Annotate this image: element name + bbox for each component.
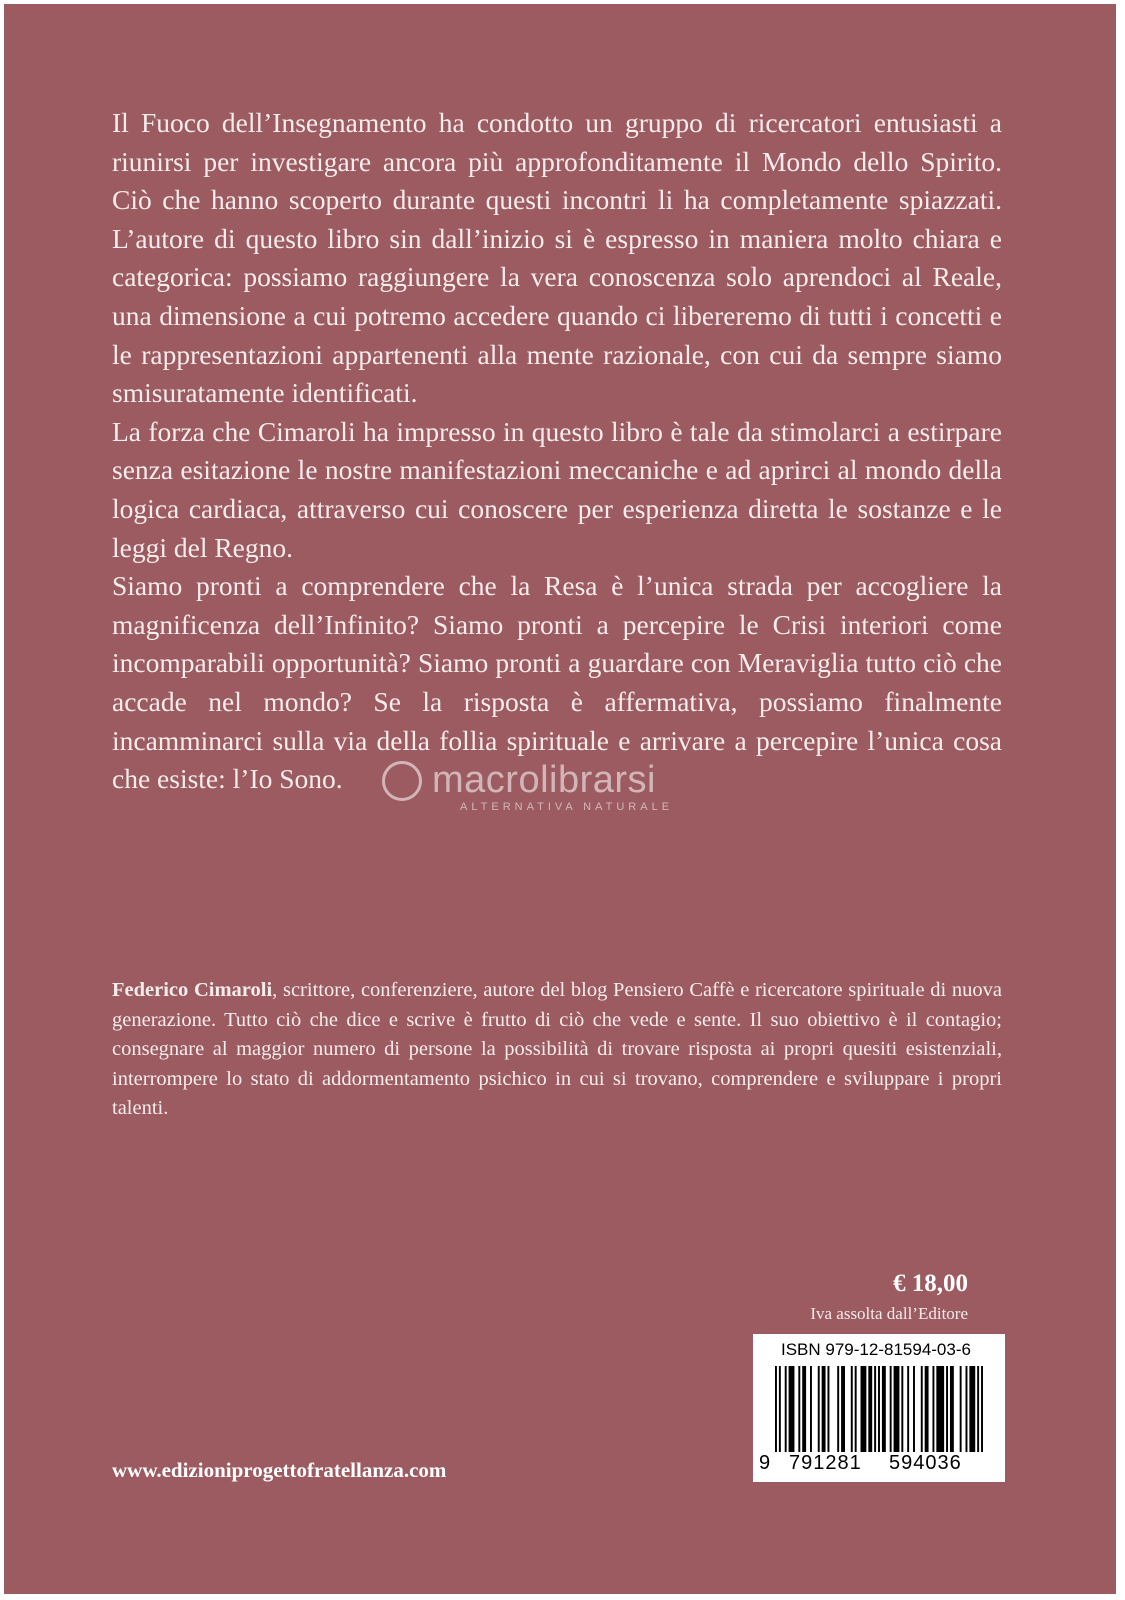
- barcode-bar: [966, 1366, 968, 1452]
- barcode-bar: [874, 1366, 876, 1452]
- barcode-bar: [837, 1366, 839, 1452]
- barcode-bars: [775, 1366, 983, 1452]
- vat-note: Iva assolta dall’Editore: [810, 1304, 968, 1323]
- barcode-bar: [798, 1366, 800, 1452]
- barcode-bar: [855, 1366, 857, 1452]
- barcode-bar: [779, 1366, 781, 1452]
- barcode-bar: [882, 1366, 886, 1452]
- barcode-bar: [894, 1366, 900, 1452]
- barcode-bar: [810, 1366, 812, 1452]
- barcode-bar: [827, 1366, 829, 1452]
- barcode-bar: [960, 1366, 962, 1452]
- barcode-bar: [946, 1366, 948, 1452]
- watermark-logo: [382, 759, 782, 819]
- barcode-first-digit: 9: [759, 1452, 771, 1474]
- watermark-word: macrolibrarsi: [432, 759, 656, 801]
- barcode-bar: [925, 1366, 929, 1452]
- author-bio-text: , scrittore, conferenziere, autore del blog Pensiero Caffè e ricercatore spirituale di nuova generazione. Tutto ciò che dice e scrive è frutto di ciò che vede e sente. Il suo obiettivo è il contagio; consegnare al maggior numero di persone la possibilità di trovare risposta ai propri quesiti esistenziali, interrompere lo stato di addormentamento psichico in cui si trovano, comprendere e sviluppare i propri talenti.: [112, 979, 1002, 1120]
- barcode-bar: [901, 1366, 903, 1452]
- barcode-bar: [851, 1366, 853, 1452]
- barcode-right-digits: 594036: [889, 1452, 962, 1474]
- price: € 18,00: [893, 1270, 968, 1297]
- barcode-bar: [841, 1366, 845, 1452]
- barcode-bar: [785, 1366, 787, 1452]
- barcode-left-digits: 791281: [789, 1452, 862, 1474]
- barcode-bar: [977, 1366, 979, 1452]
- blurb-paragraph-2: La forza che Cimaroli ha impresso in questo libro è tale da stimolarci a estirpare senza esitazione le nostre manifestazioni meccaniche e ad aprirci al mondo della logica cardiaca, attraverso cui conoscere per esperienza diretta le sostanze e le leggi del Regno.: [112, 415, 1002, 563]
- barcode-bar: [913, 1366, 915, 1452]
- barcode-bar: [969, 1366, 975, 1452]
- barcode-bar: [907, 1366, 909, 1452]
- watermark-circle-icon: [382, 761, 422, 801]
- barcode-bar: [936, 1366, 944, 1452]
- barcode-bar: [890, 1366, 892, 1452]
- barcode-bar: [861, 1366, 867, 1452]
- isbn-label: ISBN 979-12-81594-03-6: [781, 1340, 971, 1359]
- barcode-bar: [868, 1366, 872, 1452]
- barcode-bar: [921, 1366, 923, 1452]
- barcode-bar: [822, 1366, 826, 1452]
- barcode-bar: [981, 1366, 983, 1452]
- isbn-barcode: [753, 1334, 1005, 1482]
- watermark-tagline: ALTERNATIVA NATURALE: [460, 801, 674, 813]
- blurb: [112, 104, 1002, 799]
- barcode-bar: [775, 1366, 777, 1452]
- back-cover: [4, 4, 1116, 1594]
- author-bio: [112, 976, 1002, 1124]
- barcode-bar: [789, 1366, 795, 1452]
- barcode-bar: [802, 1366, 806, 1452]
- barcode-bar: [932, 1366, 934, 1452]
- author-name: Federico Cimaroli: [112, 979, 273, 1001]
- barcode-bar: [950, 1366, 954, 1452]
- blurb-paragraph-3: Siamo pronti a comprendere che la Resa è l’unica strada per accogliere la magnificenza dell’Infinito? Siamo pronti a percepire le Crisi interiori come incomparabili opportunità? Siamo pronti a guardare con Meraviglia tutto ciò che accade nel mondo? Se la risposta è affermativa, possiamo finalmente incamminarci sulla via della follia spirituale e arrivare a percepire l’unica cosa che esiste: l’Io Sono.: [112, 570, 1002, 795]
- publisher-website: www.edizioniprogettofratellanza.com: [112, 1458, 447, 1482]
- barcode-bar: [878, 1366, 880, 1452]
- barcode-bar: [818, 1366, 820, 1452]
- blurb-paragraph-1: Il Fuoco dell’Insegnamento ha condotto un gruppo di ricercatori entusiasti a riunirsi per investigare ancora più approfonditamente il Mondo dello Spirito. Ciò che hanno scoperto durante questi incontri li ha completamente spiazzati. L’autore di questo libro sin dall’inizio si è espresso in maniera molto chiara e categorica: possiamo raggiungere la vera conoscenza solo aprendoci al Reale, una dimensione a cui potremo accedere quando ci libereremo di tutti i concetti e le rappresentazioni appartenenti alla mente razionale, con cui da sempre siamo smisuratamente identificati.: [112, 107, 1002, 409]
